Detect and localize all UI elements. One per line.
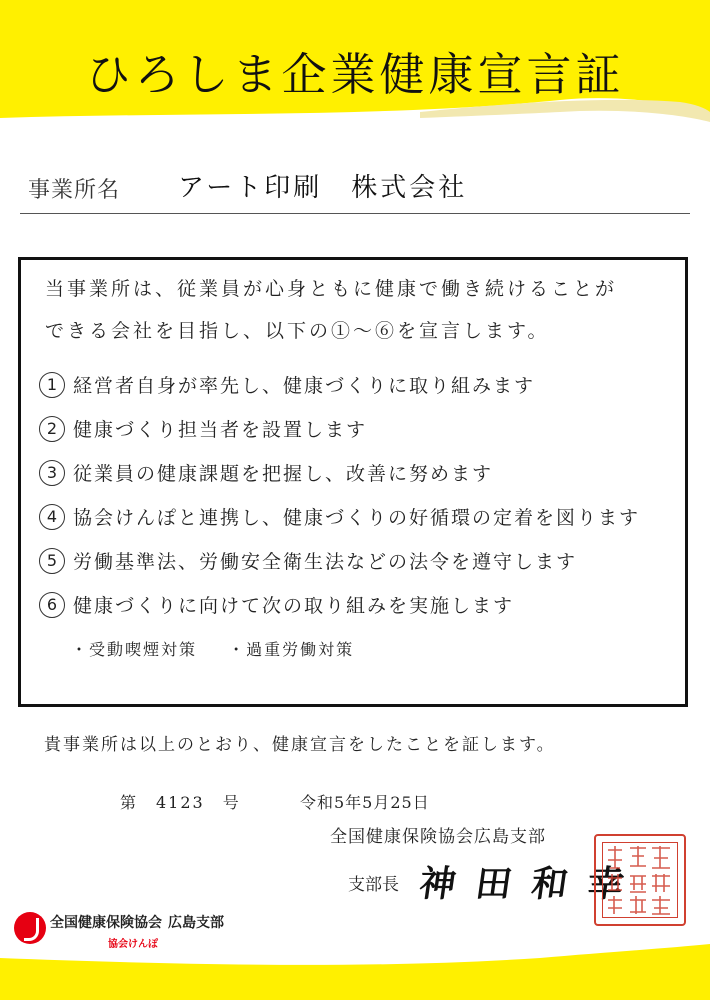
declaration-item — [39, 371, 535, 398]
issuer-name: 全国健康保険協会広島支部 — [330, 827, 546, 847]
item-number: 2 — [39, 416, 65, 442]
official-seal-icon — [594, 834, 686, 926]
item-number: 5 — [39, 548, 65, 574]
kyokai-kenpo-logo-icon — [14, 912, 46, 944]
declaration-item — [39, 503, 640, 530]
kyokai-kenpo-logo — [14, 912, 224, 950]
logo-org-name: 全国健康保険協会 — [50, 915, 162, 931]
certification-statement: 貴事業所は以上のとおり、健康宣言をしたことを証します。 — [44, 735, 556, 755]
business-label: 事業所名 — [28, 178, 121, 203]
subitem-passive-smoking: ・受動喫煙対策 — [71, 640, 198, 659]
logo-branch: 広島支部 — [168, 915, 224, 931]
declaration-box — [18, 257, 688, 707]
subitem-overwork: ・過重労働対策 — [228, 640, 355, 659]
declaration-item — [39, 415, 367, 442]
item-text: 協会けんぽと連携し、健康づくりの好循環の定着を図ります — [73, 507, 641, 529]
item-text: 健康づくりに向けて次の取り組みを実施します — [73, 595, 515, 617]
issue-date: 令和5年5月25日 — [300, 793, 430, 812]
logo-org — [50, 912, 224, 932]
signer-signature: 神田和幸 — [416, 863, 647, 905]
declaration-intro-line1: 当事業所は、従業員が心身ともに健康で働き続けることが — [45, 278, 618, 300]
item-text: 健康づくり担当者を設置します — [73, 419, 368, 441]
business-name-row — [20, 170, 690, 214]
item-number: 3 — [39, 460, 65, 486]
item-number: 1 — [39, 372, 65, 398]
business-name: アート印刷 株式会社 — [178, 173, 468, 203]
item-text: 労働基準法、労働安全衛生法などの法令を遵守します — [73, 551, 578, 573]
item6-subitems — [71, 637, 378, 660]
declaration-item — [39, 591, 514, 618]
declaration-item — [39, 547, 577, 574]
certificate-number: 第 4123 号 — [120, 793, 241, 812]
logo-text — [50, 912, 224, 950]
document-title: ひろしま企業健康宣言証 — [85, 48, 625, 101]
signer-title: 支部長 — [348, 875, 399, 895]
logo-nickname: 協会けんぽ — [108, 939, 158, 950]
item-text: 経営者自身が率先し、健康づくりに取り組みます — [73, 375, 536, 397]
item-number: 6 — [39, 592, 65, 618]
item-number: 4 — [39, 504, 65, 530]
declaration-item — [39, 459, 493, 486]
item-text: 従業員の健康課題を把握し、改善に努めます — [73, 463, 494, 485]
declaration-intro-line2: できる会社を目指し、以下の①～⑥を宣言します。 — [45, 320, 550, 342]
seal-glyph-strokes — [594, 834, 686, 926]
